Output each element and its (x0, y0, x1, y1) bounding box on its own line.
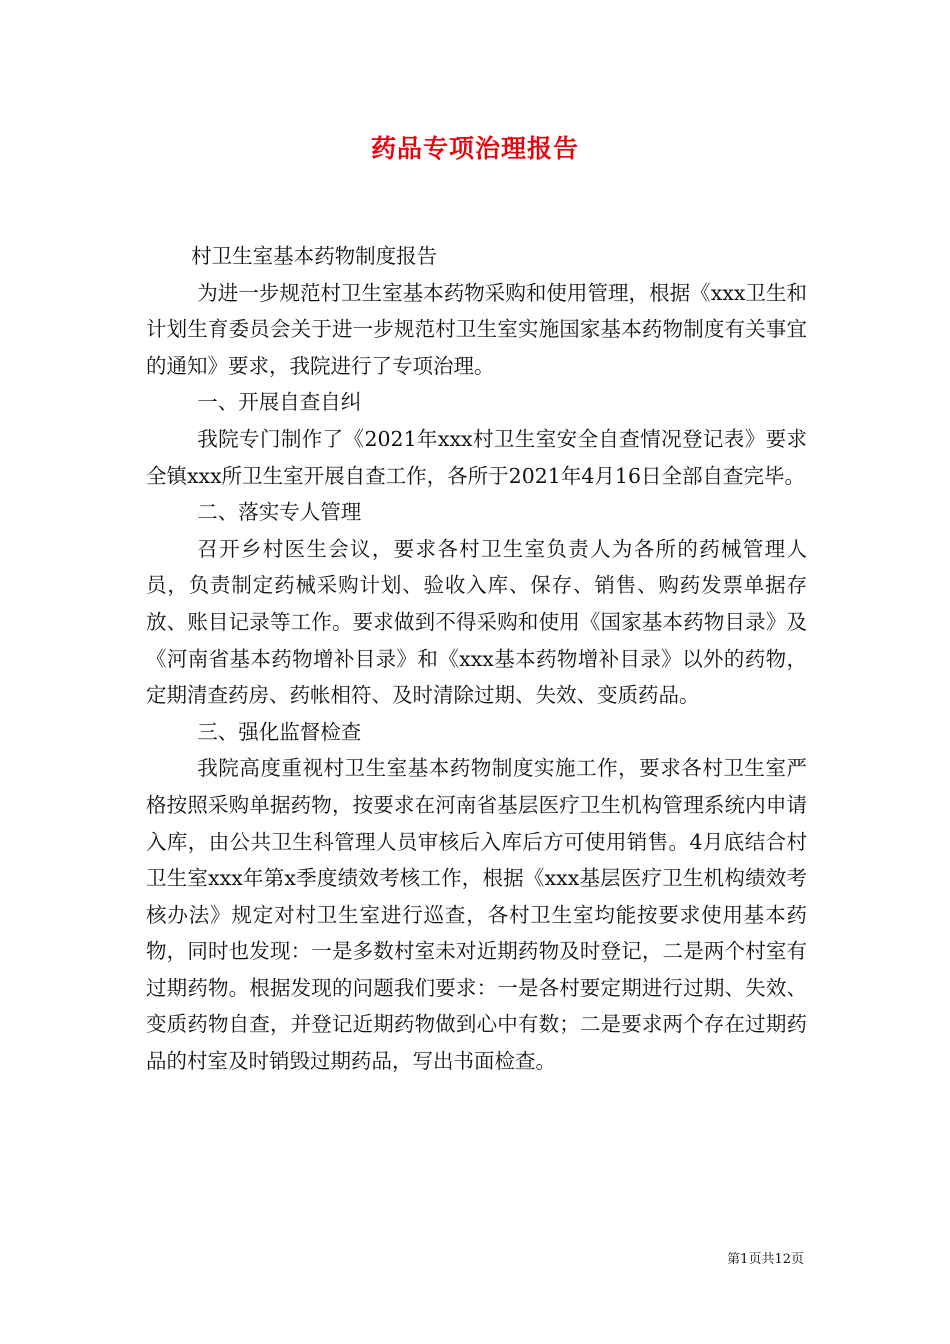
document-title: 药品专项治理报告 (370, 134, 579, 163)
section-heading-1: 一、开展自查自纠 (197, 390, 362, 415)
section-heading-3: 三、强化监督检查 (197, 719, 362, 744)
section-paragraph-1: 我院专门制作了《2021年xxx村卫生室安全自查情况登记表》要求全镇xxx所卫生室开展自查工作，各所于2021年4月16日全部自查完毕。 (146, 426, 807, 488)
report-subtitle: 村卫生室基本药物制度报告 (191, 244, 438, 268)
page-number-footer: 第1页共12页 (727, 1252, 804, 1267)
document-body (146, 238, 807, 1080)
section-paragraph-3: 我院高度重视村卫生室基本药物制度实施工作，要求各村卫生室严格按照采购单据药物，按要求在河南省基层医疗卫生机构管理系统内申请入库，由公共卫生科管理人员审核后入库后方可使用销售。4月底结合村卫生室xxx年第x季度绩效考核工作，根据《xxx基层医疗卫生机构绩效考核办法》规定对村卫生室进行巡查，各村卫生室均能按要求使用基本药物，同时也发现：一是多数村室未对近期药物及时登记，二是两个村室有过期药物。根据发现的问题我们要求：一是各村要定期进行过期、失效、变质药物自查，并登记近期药物做到心中有数；二是要求两个存在过期药品的村室及时销毁过期药品，写出书面检查。 (146, 756, 807, 1074)
section-heading-2: 二、落实专人管理 (197, 500, 362, 525)
intro-paragraph: 为进一步规范村卫生室基本药物采购和使用管理，根据《xxx卫生和计划生育委员会关于进一步规范村卫生室实施国家基本药物制度有关事宜的通知》要求，我院进行了专项治理。 (146, 280, 807, 378)
section-paragraph-2: 召开乡村医生会议，要求各村卫生室负责人为各所的药械管理人员，负责制定药械采购计划、验收入库、保存、销售、购药发票单据存放、账目记录等工作。要求做到不得采购和使用《国家基本药物目录》及《河南省基本药物增补目录》和《xxx基本药物增补目录》以外的药物，定期清查药房、药帐相符、及时清除过期、失效、变质药品。 (146, 536, 807, 708)
